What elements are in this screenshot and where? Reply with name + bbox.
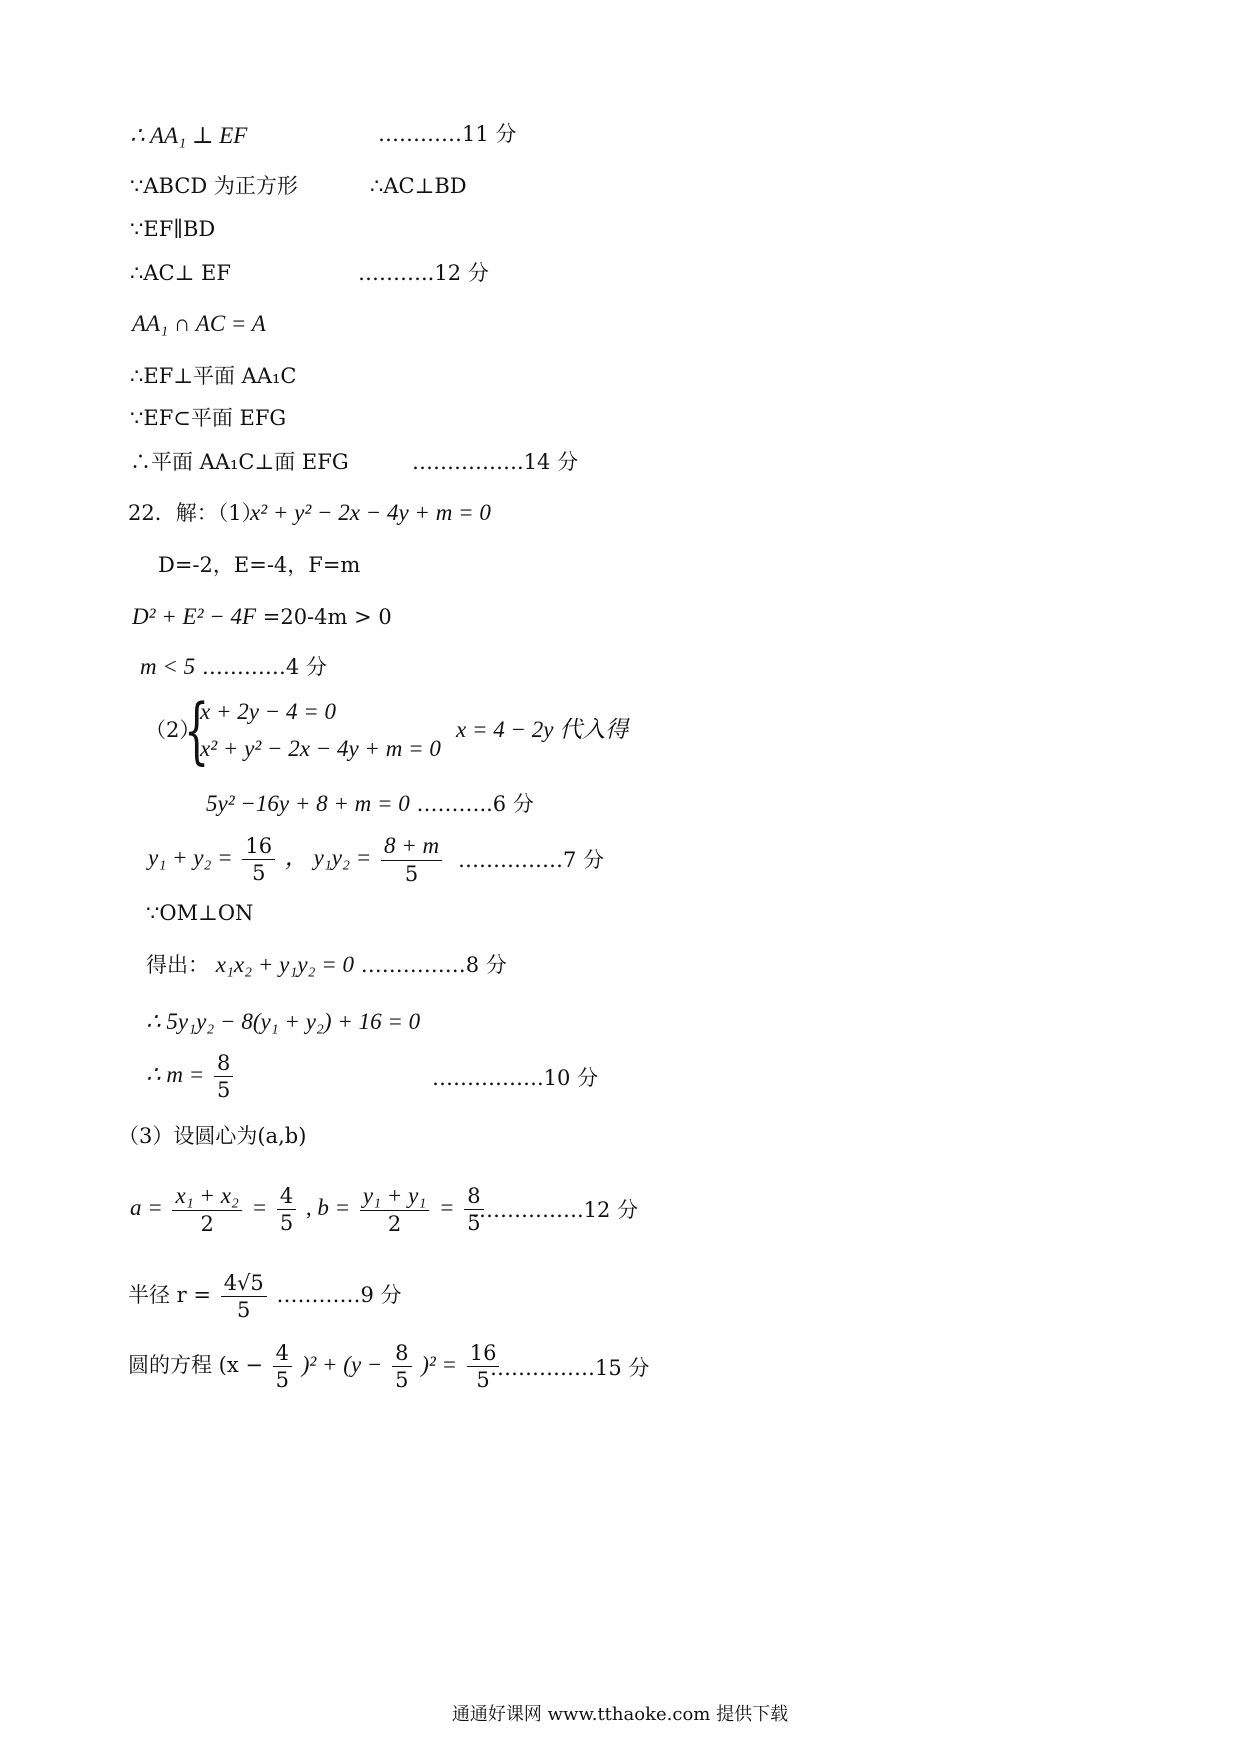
quadratic-line (206, 792, 534, 815)
m-condition: m < 5 (140, 654, 196, 679)
line-ac-perp-bd: ∴AC⊥BD (370, 174, 467, 198)
derive-line (146, 953, 507, 976)
circle-frac-1-den: 5 (275, 1368, 290, 1393)
center-coords-line (130, 1184, 487, 1235)
discriminant-value: =20-4m > 0 (262, 605, 392, 629)
line-ef-perp-plane: ∴EF⊥平面 AA₁C (130, 364, 297, 388)
line-plane-perp: ∴平面 AA₁C⊥面 EFG (130, 450, 349, 474)
a-num: x₁ + x₂ (172, 1184, 241, 1211)
radius-left: 半径 r = (128, 1283, 211, 1308)
discriminant-expr: D² + E² − 4F (132, 604, 257, 629)
line-ac-perp-ef: ∴AC⊥ EF (130, 261, 231, 285)
vieta-sum-left: y₁ + y₂ = (148, 845, 233, 871)
m-condition-line (140, 655, 327, 678)
line-ef-subset-plane: ∵EF⊂平面 EFG (130, 406, 287, 430)
radius-den: 5 (237, 1298, 251, 1323)
m-value-den: 5 (216, 1078, 231, 1103)
radius-fraction (221, 1272, 267, 1321)
score-15: ……………15 分 (490, 1356, 650, 1380)
line-aa1-perp-ef: ∴ AA₁ ⊥ EF (130, 123, 248, 148)
a-value-fraction (277, 1185, 296, 1234)
q22-circle-equation: x² + y² − 2x − 4y + m = 0 (250, 500, 491, 525)
m-value-num: 8 (214, 1052, 233, 1077)
line-abcd-square: ∵ABCD 为正方形 (130, 174, 298, 198)
circle-right: )² = (421, 1352, 458, 1378)
circle-mid: )² + (y − (301, 1352, 383, 1378)
derive-label: 得出： (146, 953, 209, 977)
line-ef-parallel-bd: ∵EF∥BD (130, 217, 216, 241)
a-value-den: 5 (279, 1211, 294, 1236)
score-12b: …………….12 分 (472, 1198, 639, 1222)
vieta-sum-den: 5 (252, 861, 266, 886)
score-9: …………9 分 (276, 1283, 402, 1308)
radius-num: 4√5 (221, 1272, 267, 1297)
circle-frac-1-num: 4 (273, 1342, 292, 1367)
substitution-note: x = 4 − 2y 代入得 (456, 717, 629, 742)
therefore-equation: ∴ 5y₁y₂ − 8(y₁ + y₂) + 16 = 0 (146, 1009, 421, 1034)
vieta-sum-fraction (242, 835, 275, 884)
circle-frac-1 (273, 1342, 292, 1391)
m-value-fraction (214, 1052, 233, 1101)
score-7: ……………7 分 (458, 848, 605, 872)
derive-eq: x₁x₂ + y₁y₂ = 0 (215, 952, 355, 977)
b-fraction (360, 1184, 429, 1235)
discriminant-line (132, 605, 392, 628)
a-value-num: 4 (277, 1185, 296, 1210)
score-10: …………….10 分 (432, 1066, 599, 1090)
vieta-prod-den: 5 (404, 862, 419, 887)
radius-line (128, 1272, 402, 1321)
a-left: a = (130, 1195, 163, 1221)
vieta-prod-left: ， y₁y₂ = (284, 845, 372, 871)
score-11: …………11 分 (378, 122, 517, 146)
circle-equation-line (128, 1342, 502, 1391)
om-perp-on: ∵OM⊥ON (146, 901, 254, 925)
circle-frac-2-den: 5 (395, 1368, 409, 1393)
system-brace: { (184, 688, 210, 772)
b-left: , b = (305, 1195, 351, 1221)
system-eq-2: x² + y² − 2x − 4y + m = 0 (200, 736, 441, 761)
page-footer: 通通好课网 www.tthaoke.com 提供下载 (451, 1704, 789, 1725)
circle-frac-2 (392, 1342, 411, 1391)
vieta-prod-num: 8 + m (381, 834, 442, 861)
line-intersection: AA₁ ∩ AC = A (132, 311, 266, 336)
b-value-den: 5 (467, 1211, 481, 1236)
vieta-sum-num: 16 (242, 835, 275, 860)
system-eq-1: x + 2y − 4 = 0 (200, 699, 336, 724)
circle-frac-3-num: 16 (467, 1342, 500, 1367)
m-value-line (146, 1052, 236, 1101)
coefficients-def: D=-2，E=-4，F=m (158, 553, 361, 577)
part3-heading: （3）设圆心为(a,b) (118, 1124, 307, 1148)
score-12a: ………..12 分 (358, 261, 489, 285)
circle-frac-3-den: 5 (476, 1368, 490, 1393)
part2-label: （2） (145, 718, 201, 742)
m-value-left: ∴ m = (146, 1062, 205, 1088)
score-4: …………4 分 (201, 655, 327, 679)
score-8: ……………8 分 (360, 953, 507, 977)
circle-left: 圆的方程 (x − (128, 1353, 263, 1378)
b-value-num: 8 (464, 1185, 483, 1210)
q22-heading: 22．解：（1） (128, 501, 263, 525)
b-num: y₁ + y₁ (360, 1184, 429, 1211)
score-6: ………..6 分 (416, 792, 534, 816)
vieta-line (148, 834, 445, 885)
quadratic-eq: 5y² −16y + 8 + m = 0 (206, 791, 410, 816)
b-eq2: = (438, 1195, 455, 1221)
a-eq2: = (251, 1195, 268, 1221)
b-den: 2 (387, 1212, 402, 1237)
circle-frac-2-num: 8 (392, 1342, 411, 1367)
a-fraction (172, 1184, 241, 1235)
a-den: 2 (200, 1212, 214, 1237)
vieta-prod-fraction (381, 834, 442, 885)
score-14: …………….14 分 (412, 450, 579, 474)
